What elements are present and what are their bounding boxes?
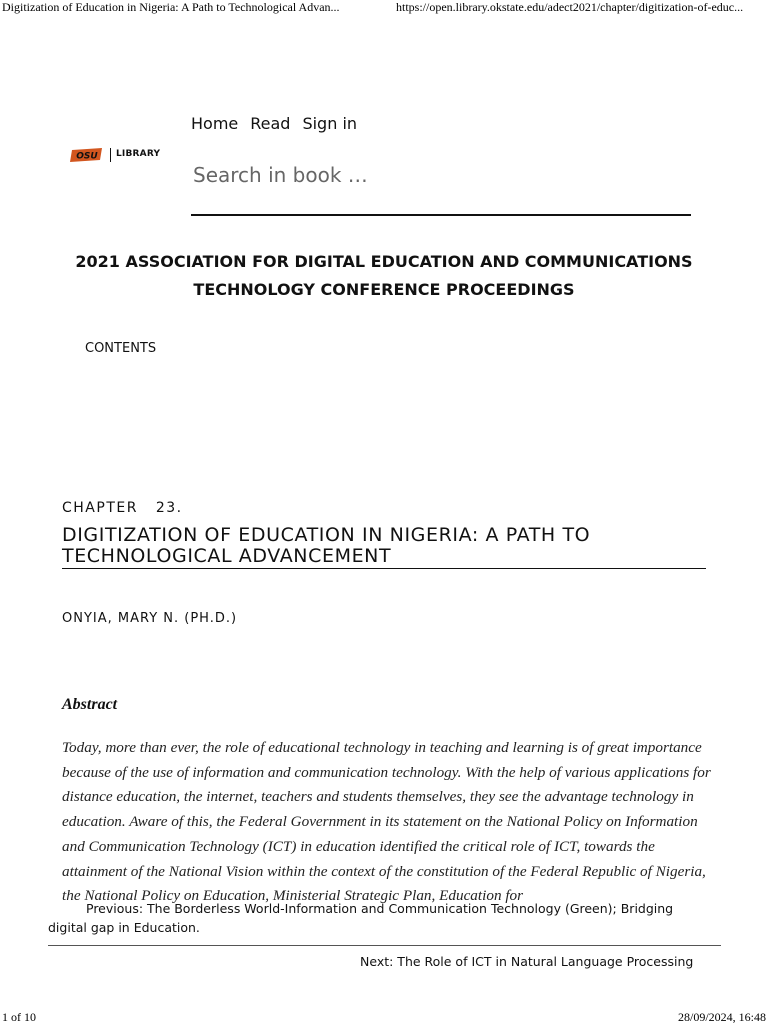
chapter-title: DIGITIZATION OF EDUCATION IN NIGERIA: A PATH TO TECHNOLOGICAL ADVANCEMENT [62,525,706,569]
osu-logo-icon [70,148,104,162]
nav-sign-in-link[interactable]: Sign in [302,114,358,133]
abstract-text: Today, more than ever, the role of educational technology in teaching and learning is of great importance because of the use of information and communication technology. With the help of various applications for distance education, the internet, teachers and students themselves, they see the advantage technology in education. Aware of this, the Federal Government in its statement on the National Policy on Information and Communication Technology (ICT) in education identified the critical role of ICT, towards the attainment of the National Vision within the context of the constitution of the Federal Republic of Nigeria, the National Policy on Education, Ministerial Strategic Plan, Education for [62,739,711,905]
next-chapter-link[interactable]: Next: The Role of ICT in Natural Language Processing [360,954,694,969]
chapter-number-label [62,500,183,516]
search-input[interactable] [191,160,673,190]
book-search [191,160,691,216]
print-page-title: Digitization of Education in Nigeria: A Path to Technological Advan... [2,0,340,14]
logo-text: LIBRARY [116,149,161,159]
logo-divider [110,148,111,162]
print-page-url: https://open.library.okstate.edu/adect2021/chapter/digitization-of-educ... [396,0,744,14]
abstract-heading: Abstract [62,696,118,713]
nav-divider [48,945,721,946]
top-nav [191,114,369,133]
print-header [0,0,768,16]
print-datetime: 28/09/2024, 16:48 [677,1010,766,1024]
chapter-number: 23. [155,500,183,516]
print-page-number: 1 of 10 [2,1010,36,1024]
nav-home-link[interactable]: Home [191,114,239,133]
logo-mark-text: OSU [76,151,98,162]
book-title: 2021 ASSOCIATION FOR DIGITAL EDUCATION AND COMMUNICATIONS TECHNOLOGY CONFERENCE PROCEEDINGS [75,252,693,299]
chapter-author: ONYIA, MARY N. (PH.D.) [62,611,238,626]
chapter-label: CHAPTER [62,500,138,516]
osu-library-logo[interactable] [70,146,161,164]
nav-read-link[interactable]: Read [250,114,291,133]
contents-toggle[interactable]: CONTENTS [85,341,157,356]
previous-chapter-link[interactable]: Previous: The Borderless World-Information and Communication Technology (Green); Bridging digital gap in Education. [48,901,674,935]
